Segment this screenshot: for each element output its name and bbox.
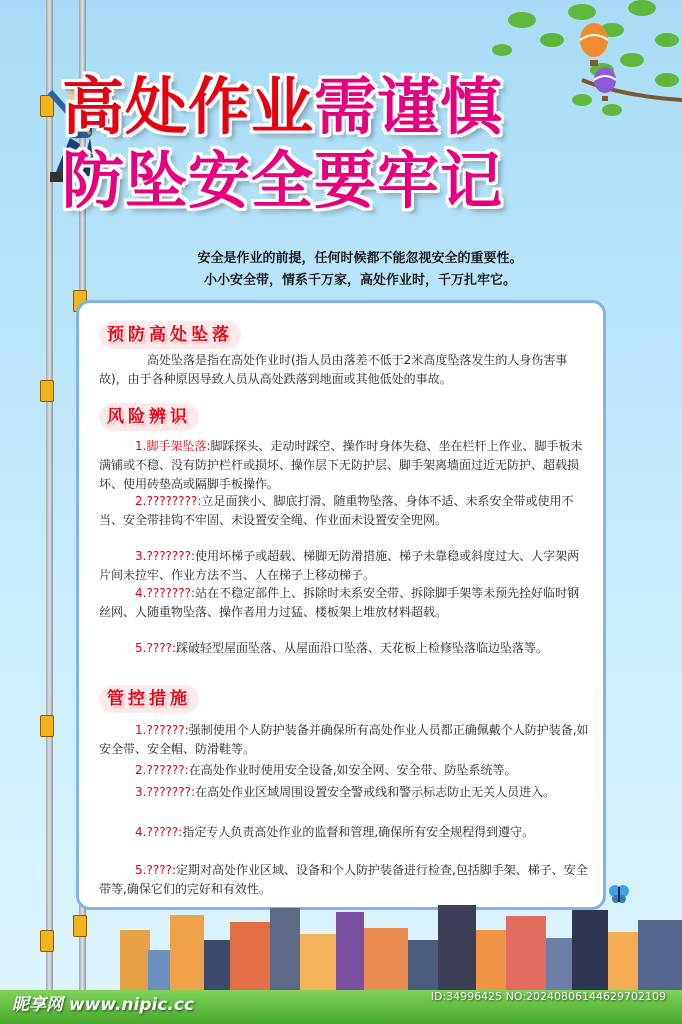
scaffold-clamp (40, 380, 54, 402)
risk-item-text: 踩破轻型屋面坠落、从屋面沿口坠落、天花板上检修坠落临边坠落等。 (175, 641, 548, 655)
risk-item-label: 5.????: (135, 641, 176, 655)
control-item-label: 3.???????: (135, 785, 196, 799)
city-skyline (120, 905, 682, 1000)
risk-item (99, 492, 591, 530)
risk-item (99, 547, 591, 585)
risk-item-text: 脚踩探头、走动时踩空、操作时身体失稳、坐在栏杆上作业、脚手板未满铺或不稳、没有防护栏杆或损坏、操作层下无防护层、脚手架离墙面过近无防护、超载损坏、使用砖垫高或隔脚手板操作。 (99, 439, 583, 491)
control-item-text: 强制使用个人防护装备并确保所有高处作业人员都正确佩戴个人防护装备,如安全带、安全帽、防滑鞋等。 (99, 723, 589, 756)
control-item-label: 4.?????: (135, 825, 183, 839)
control-item (99, 823, 591, 842)
image-id-text: ID:34996425 NO:20240806144629702109 (430, 990, 666, 1003)
risk-item-label: 3.???????: (135, 549, 196, 563)
prevent-paragraph: 高处坠落是指在高处作业时(指人员由落差不低于2米高度坠落发生的人身伤害事故)，由于各种原因导致人员从高处跌落到地面或其他低处的事故。 (99, 353, 568, 386)
control-item-text: 在高处作业区域周围设置安全警戒线和警示标志防止无关人员进入。 (195, 785, 556, 799)
title-line-1-part-a: 高处作业 (62, 70, 315, 143)
control-item-text: 定期对高处作业区域、设备和个人防护装备进行检查,包括脚手架、梯子、安全带等,确保它们的完好和有效性。 (99, 863, 588, 896)
section-heading-risk: 风险辨识 (99, 403, 199, 431)
scaffold-clamp (40, 715, 54, 737)
risk-item-label: 4.???????: (135, 586, 196, 600)
scaffold-clamp (40, 930, 54, 952)
title-line-2 (62, 146, 622, 216)
risk-item-text: 站在不稳定部件上、拆除时未系安全带、拆除脚手架等未预先拴好临时钢丝网、人随重物坠落、操作者用力过猛、楼板架上堆放材料超载。 (99, 586, 580, 619)
control-item (99, 783, 591, 802)
risk-item (99, 584, 591, 622)
title-line-2-text: 防坠安全要牢记 (62, 144, 504, 217)
title-line-1-part-b: 需谨慎 (314, 70, 504, 143)
section-heading-control: 管控措施 (99, 685, 199, 713)
intro-text (90, 248, 630, 292)
risk-item-text: 立足面狭小、脚底打滑、随重物坠落、身体不适、未系安全带或使用不当、安全带挂钩不牢固、未设置安全绳、作业面未设置安全兜网。 (99, 494, 574, 527)
intro-line: 安全是作业的前提，任何时候都不能忽视安全的重要性。 (197, 251, 523, 266)
control-item (99, 861, 591, 899)
section-heading-prevent: 预防高处坠落 (99, 321, 241, 349)
risk-item-label: 2.????????: (135, 494, 202, 508)
control-item-label: 2.??????: (135, 763, 189, 777)
content-panel (76, 300, 606, 910)
control-item-text: 指定专人负责高处作业的监督和管理,确保所有安全规程得到遵守。 (182, 825, 535, 839)
risk-item-text: 使用坏梯子或超载、梯脚无防滑措施、梯子未靠稳或斜度过大、人字架两片间未拉牢、作业方法不当、人在梯子上移动梯子。 (99, 549, 580, 582)
watermark-text: 昵享网 www.nipic.cc (12, 995, 195, 1015)
scaffold-clamp (73, 915, 87, 937)
control-item-label: 5.????: (135, 863, 176, 877)
control-item-text: 在高处作业时使用安全设备,如安全网、安全带、防坠系统等。 (188, 763, 517, 777)
control-item-label: 1.??????: (135, 723, 189, 737)
risk-item (99, 437, 591, 494)
risk-item (99, 639, 591, 658)
balloon-icon (580, 23, 608, 66)
control-item (99, 761, 591, 780)
title-line-1 (62, 72, 622, 142)
control-item (99, 721, 591, 759)
risk-item-label: 1.脚手架坠落: (135, 439, 211, 453)
butterfly-icon (608, 883, 630, 905)
intro-line: 小小安全带，情系千万家，高处作业时，千万扎牢它。 (203, 273, 516, 288)
